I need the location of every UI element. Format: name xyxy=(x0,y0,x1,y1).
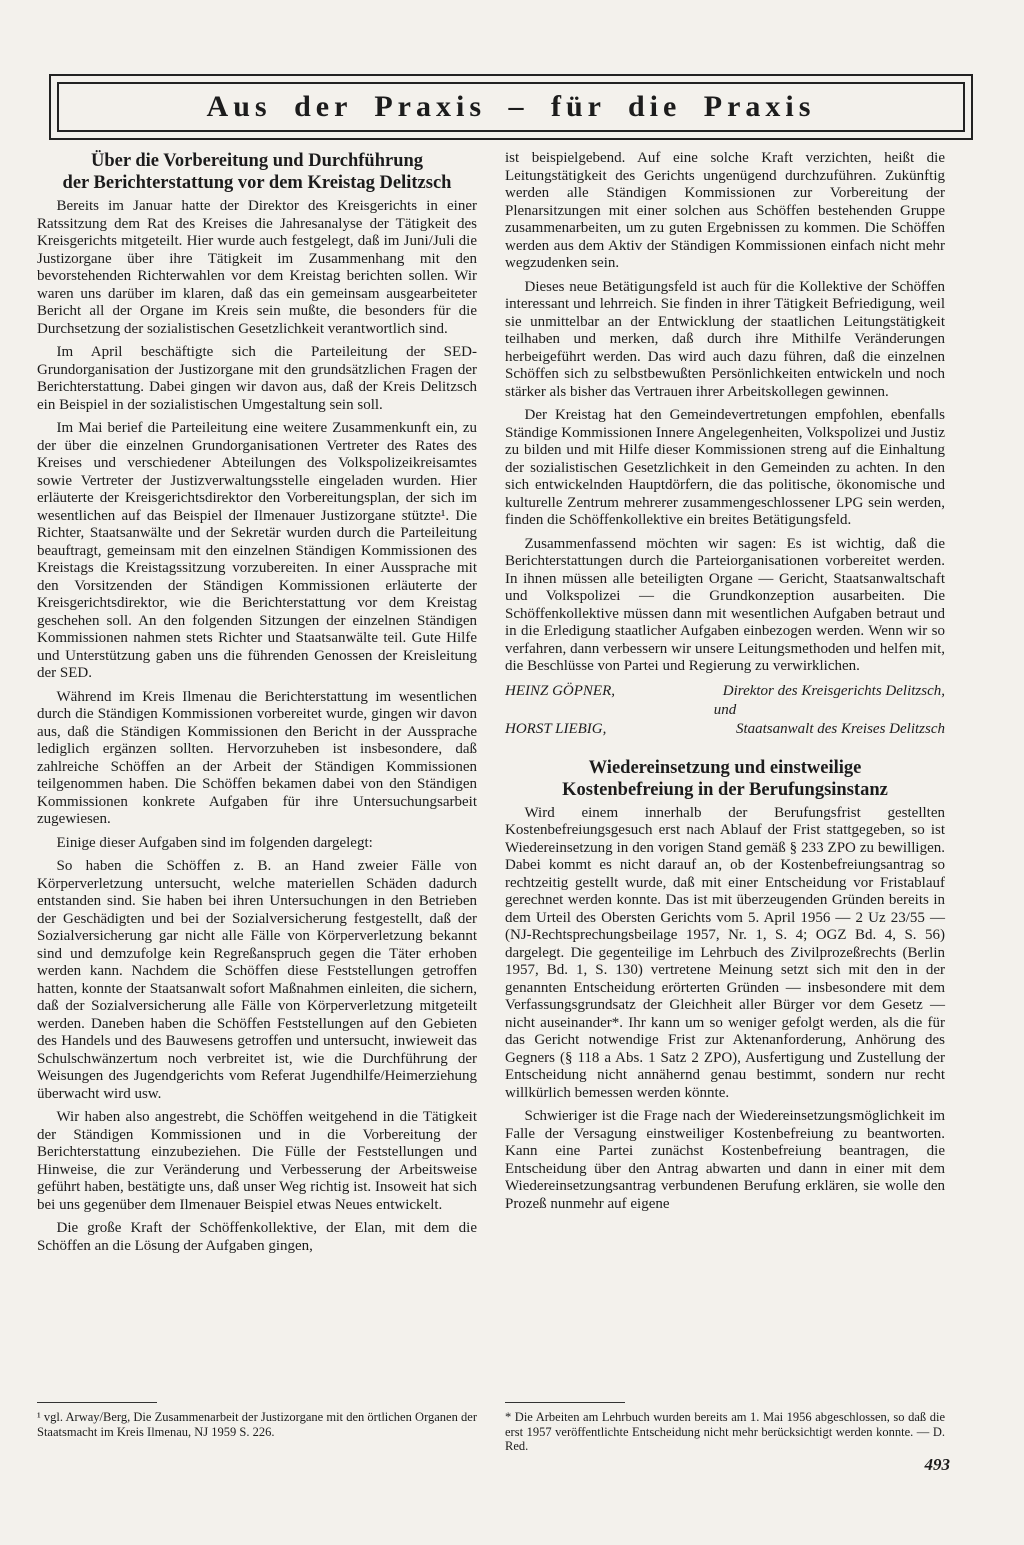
article2-title-line1: Wiedereinsetzung und einstweilige xyxy=(588,757,862,778)
section-banner-inner xyxy=(57,82,965,132)
footnote-right: * Die Arbeiten am Lehrbuch wurden bereits am 1. Mai 1956 abgeschlossen, so daß die erst 1957 veröffentlichte Entscheidung nicht mehr berücksichtigt werden konnte. — D. Red. xyxy=(505,1410,945,1453)
article1-paragraph-continued: ist beispielgebend. Auf eine solche Kraft verzichten, heißt die Leitungstätigkeit des Gerichts ungenügend durchzuführen. Zukünftig werden alle Ständigen Kommissionen zur Vorbereitung der Plenarsitzungen mit einer solchen aus Schöffen bestehenden Gruppe zusammenarbeiten, um zu guten Ergebnissen zu kommen. Die Schöffen werden aus dem Aktiv der Ständigen Kommissionen einfach nicht mehr wegzudenken sein. xyxy=(505,150,945,271)
article1-paragraph: Einige dieser Aufgaben sind im folgenden dargelegt: xyxy=(56,834,373,851)
page-number: 493 xyxy=(924,1455,950,1474)
footnote-divider-right xyxy=(505,1402,625,1403)
article1-paragraph: Im April beschäftigte sich die Parteileitung der SED-Grundorganisation der Justizorgane mit den grundsätzlichen Fragen der Berichterstattung. Dabei gingen wir davon aus, daß der Kreis Delitzsch ein Beispiel in der sozialistischen Umgestaltung sein soll. xyxy=(37,344,477,413)
author-name-1: HEINZ GÖPNER, xyxy=(505,682,615,699)
author-role-2: Staatsanwalt des Kreises Delitzsch xyxy=(735,720,945,737)
section-banner xyxy=(49,74,973,140)
article1-title xyxy=(37,150,477,194)
author-role-1: Direktor des Kreisgerichts Delitzsch, xyxy=(722,682,945,699)
article1-signature xyxy=(505,682,945,739)
article1-paragraph: Im Mai berief die Parteileitung eine weitere Zusammenkunft ein, zu der über die einzelnen Grundorganisationen Vertreter des Rates des Kreises und verschiedener Abteilungen des Volkspolizeikreisamtes sowie Vertreter der Justizverwaltungsstelle eingeladen wurden. Hier erläuterte der Kreisgerichtsdirektor den Vorbereitungsplan, der sich im wesentlichen auf das Beispiel der Ilmenauer Justizorgane stützte¹. Die Richter, Staatsanwälte und der Sekretär wurden durch die Parteileitung beauftragt, gemeinsam mit den einzelnen Ständigen Kommissionen des Kreistags die Kreistagssitzung vorzubereiten. In einer Aussprache mit den Vorsitzenden der Ständigen Kommissionen erläuterte der Kreisgerichtsdirektor, wie die Berichterstattung vor dem Kreistag geschehen soll. An den folgenden Sitzungen der einzelnen Ständigen Kommissionen nahmen stets Richter und Staatsanwälte teil. Gute Hilfe und Unterstützung gaben uns die führenden Genossen der Kreisleitung der SED. xyxy=(37,420,477,681)
article2-title-line2: Kostenbefreiung in der Berufungsinstanz xyxy=(562,779,888,800)
article1-title-line1: Über die Vorbereitung und Durchführung xyxy=(90,151,424,171)
signature-joiner: und xyxy=(713,701,737,718)
article1-paragraph: Dieses neue Betätigungsfeld ist auch für die Kollektive der Schöffen interessant und lehrreich. Sie finden in ihrer Tätigkeit Befriedigung, weil sie unmittelbar an der Entwicklung der staatlichen Leitungstätigkeit teilhaben und merken, daß durch ihre Mithilfe Veränderungen herbeigeführt werden. Das wird auch dazu führen, daß die einzelnen Schöffen sich zu selbstbewußten Persönlichkeiten entwickeln und noch stärker als bisher das Vertrauen ihrer Arbeitskollegen gewinnen. xyxy=(505,278,945,400)
article1-title-line2: der Berichterstattung vor dem Kreistag Delitzsch xyxy=(62,173,452,193)
article1-paragraph: Während im Kreis Ilmenau die Berichterstattung im wesentlichen durch die Ständigen Kommissionen vorbereitet wurde, gingen wir davon aus, daß die Ständigen Kommissionen den Bericht in der Aussprache lediglich ergänzen sollten. Hervorzuheben ist insbesondere, daß zahlreiche Schöffen an der Arbeit der Ständigen Kommissionen teilgenommen haben. Die Schöffen bekamen dabei von den Ständigen Kommissionen konkrete Aufgaben für ihre Untersuchungsarbeit zugewiesen. xyxy=(37,688,477,827)
article2-paragraph: Schwieriger ist die Frage nach der Wiedereinsetzungsmöglichkeit im Falle der Versagung einstweiliger Kostenbefreiung zu beantworten. Kann eine Partei zunächst Kostenbefreiung beantragen, die Entscheidung über den Antrag abwarten und dann in einer mit dem Wiedereinsetzungsantrag verbundenen Berufung erklären, sie wolle den Prozeß nunmehr auf eigene xyxy=(505,1108,945,1212)
signature-row-2 xyxy=(505,720,945,739)
article2-title xyxy=(505,757,945,801)
left-column xyxy=(37,150,477,1261)
right-column xyxy=(505,150,945,1219)
article1-paragraph: Wir haben also angestrebt, die Schöffen weitgehend in die Tätigkeit der Ständigen Kommissionen und in die Vorbereitung der Berichterstattung einzubeziehen. Die Fülle der Feststellungen und Hinweise, die zur Veränderung und Verbesserung der Arbeitsweise geführt haben, bestätigte uns, daß unser Weg richtig ist. Insoweit hat sich bei uns gegenüber dem Ilmenauer Beispiel etwas Neues entwickelt. xyxy=(37,1109,477,1213)
article1-paragraph: Die große Kraft der Schöffenkollektive, der Elan, mit dem die Schöffen an die Lösung der Aufgaben gingen, xyxy=(37,1220,477,1254)
footnote-left: ¹ vgl. Arway/Berg, Die Zusammenarbeit der Justizorgane mit den örtlichen Organen der Staatsmacht im Kreis Ilmenau, NJ 1959 S. 226. xyxy=(37,1410,477,1439)
article1-paragraph: Bereits im Januar hatte der Direktor des Kreisgerichts in einer Ratssitzung dem Rat des Kreises die Jahresanalyse der Tätigkeit des Kreisgerichts mitgeteilt. Hier wurde auch festgelegt, daß im Juni/Juli die Justizorgane über ihre Tätigkeit im Zusammenhang mit den bevorstehenden Richterwahlen vor dem Kreistag berichten sollen. Wir waren uns darüber im klaren, daß das ein gemeinsam ausgearbeiteter Bericht all der Organe im Kreis sein mußte, die besonders für die Durchsetzung der sozialistischen Gesetzlichkeit verantwortlich sind. xyxy=(37,198,477,337)
section-title: Aus der Praxis – für die Praxis xyxy=(206,90,816,123)
author-name-2: HORST LIEBIG, xyxy=(505,720,607,737)
article2-paragraph: Wird einem innerhalb der Berufungsfrist gestellten Kostenbefreiungsgesuch erst nach Ablauf der Frist stattgegeben, so ist Wiedereinsetzung in den vorigen Stand gemäß § 233 ZPO zu bewilligen. Dabei kommt es nicht darauf an, ob der Kostenbefreiungsantrag so rechtzeitig gestellt wurde, daß mit einer Entscheidung vor Fristablauf gerechnet werden konnte. Das ist mit überzeugenden Gründen bereits in dem Urteil des Obersten Gerichts vom 5. April 1956 — 2 Uz 23/55 — (NJ-Rechtsprechungsbeilage 1957, Nr. 1, S. 4; OGZ Bd. 4, S. 56) dargelegt. Die gegenteilige im Lehrbuch des Zivilprozeßrechts (Berlin 1957, Bd. 1, S. 130) vertretene Meinung setzt sich mit den in der genannten Entscheidung erörterten Gründen — insbesondere mit dem Verfassungsgrundsatz der Gleichheit aller Bürger vor dem Gesetz — nicht auseinander*. Ihr kann um so weniger gefolgt werden, als die für das Gericht notwendige Frist zur Aktenanforderung, Anhörung des Gegners (§ 118 a Abs. 1 Satz 2 ZPO), Ausfertigung und Zustellung der Entscheidung nicht annähernd genau bestimmt, sondern nur recht willkürlich bemessen werden könnte. xyxy=(505,804,945,1101)
signature-row-1 xyxy=(505,682,945,701)
article1-paragraph: Zusammenfassend möchten wir sagen: Es ist wichtig, daß die Berichterstattungen durch die Parteiorganisationen vorbereitet werden. In ihnen müssen alle beteiligten Organe — Gericht, Staatsanwaltschaft und Volkspolizei — die Grundkonzeption ausarbeiten. Die Schöffenkollektive müssen dann mit wesentlichen Aufgaben betraut und in die Erledigung staatlicher Aufgaben einbezogen werden. Wenn wir so verfahren, dann verbessern wir unsere Leitungsmethoden und helfen mit, die Beschlüsse von Partei und Regierung zu verwirklichen. xyxy=(505,535,945,674)
footnote-divider-left xyxy=(37,1402,157,1403)
article1-paragraph: So haben die Schöffen z. B. an Hand zweier Fälle von Körperverletzung untersucht, welche materiellen Schäden dadurch entstanden sind. Sie haben bei ihren Untersuchungen in den Betrieben der Geschädigten und bei der Sozialversicherung festgestellt, daß der Sozialversicherung gar nicht alle Fälle von Körperverletzung bekannt sind und demzufolge kein Regreßanspruch gegen die Täter erhoben werden kann. Nachdem die Schöffen diese Feststellungen getroffen hatten, konnte der Staatsanwalt sofort Maßnahmen einleiten, die sichern, daß der Sozialversicherung alle Fälle von Körperverletzung mitgeteilt werden. Daneben haben die Schöffen Feststellungen auf den Gebieten des Handels und des Bauwesens getroffen und untersucht, inwieweit das Schulschwänzertum noch verbreitet ist, wie die Durchführung der Weisungen des Jugendgerichts vom Referat Jugendhilfe/Heimerziehung überwacht wird usw. xyxy=(37,858,477,1102)
article1-paragraph: Der Kreistag hat den Gemeindevertretungen empfohlen, ebenfalls Ständige Kommissionen Innere Angelegenheiten, Volkspolizei und Justiz zu bilden und mit Hilfe dieser Kommissionen streng auf die Einhaltung der sozialistischen Gesetzlichkeit in den Gemeinden zu achten. In den sich entwickelnden Hauptdörfern, die das politische, ökonomische und kulturelle Zentrum mehrerer zusammengeschlossener LPG sein werden, finden die Schöffenkollektive ein breites Betätigungsfeld. xyxy=(505,407,945,528)
